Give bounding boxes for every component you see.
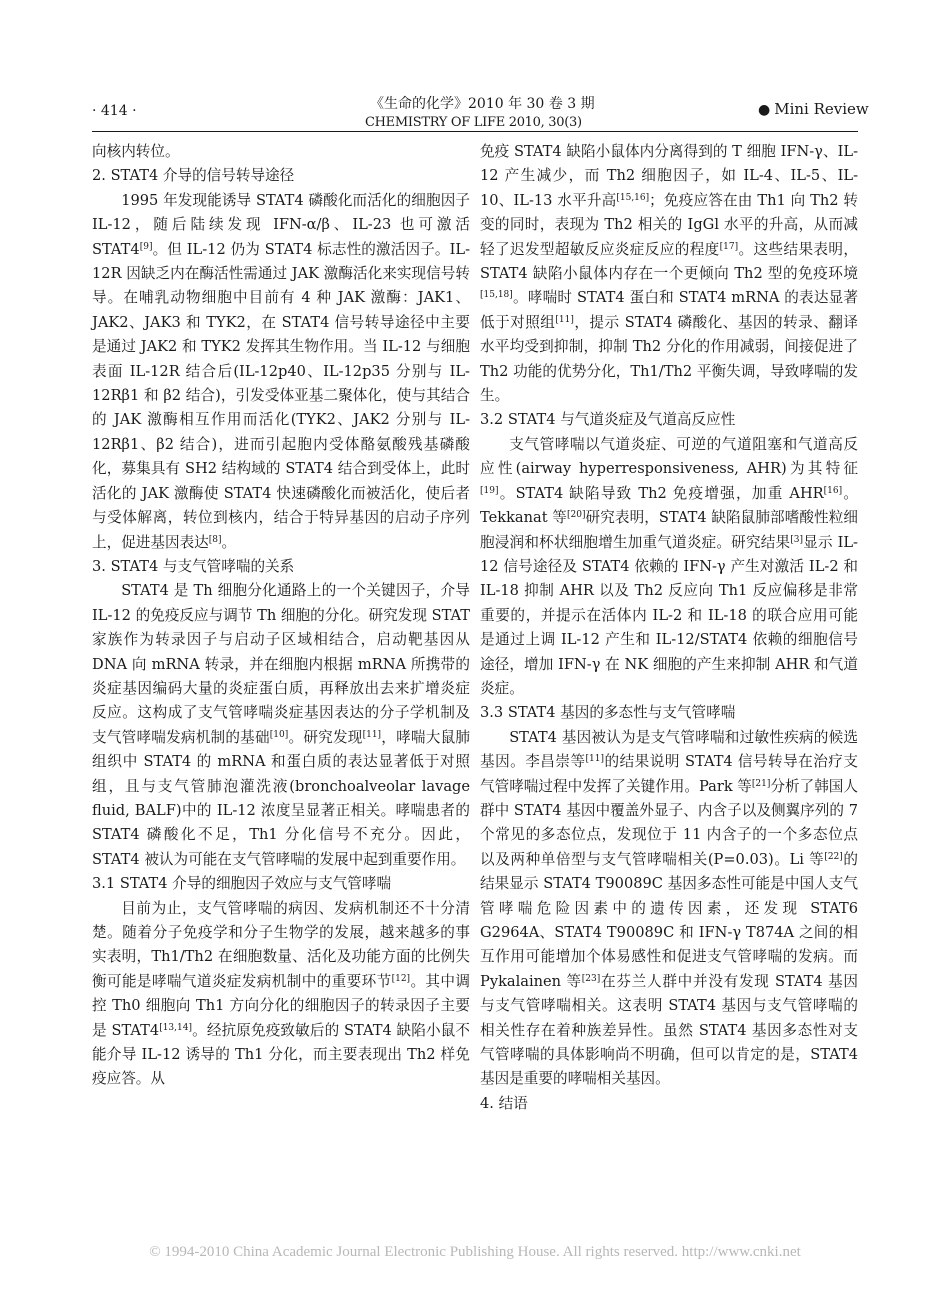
citation: [11]: [585, 754, 605, 765]
section-name: Mini Review: [774, 100, 869, 118]
paragraph-2: 1995 年发现能诱导 STAT4 磷酸化而活化的细胞因子 IL-12，随后陆续发现 IFN-α/β、IL-23 也可激活 STAT4[9]。但 IL-12 仍为 STAT4 标志性的激活因子。IL-12R 因缺乏内在酶活性需通过 JAK 激酶活化来实现信号转导。在哺乳动物细胞中目前有 4 种 JAK 激酶：JAK1、JAK2、JAK3 和 TYK2，在 STAT4 信号转导途径中主要是通过 JAK2 和 TYK2 发挥其生物作用。当 IL-12 与细胞表面 IL-12R 结合后(IL-12p40、IL-12p35 分别与 IL-12Rβ1 和 β2 结合)，引发受体亚基二聚体化，使与其结合的 JAK 激酶相互作用而活化(TYK2、JAK2 分别与 IL-12Rβ1、β2 结合)，进而引起胞内受体酪氨酸残基磷酸化，募集具有 SH2 结构域的 STAT4 结合到受体上，此时活化的 JAK 激酶使 STAT4 快速磷酸化而被活化，使后者与受体解离，转位到核内，结合于特异基因的启动子序列上，促进基因表达[8]。: [92, 191, 470, 551]
citation: [13,14]: [159, 1022, 192, 1033]
citation: [22]: [824, 851, 843, 862]
paragraph-3-1: 目前为止，支气管哮喘的病因、发病机制还不十分清楚。随着分子免疫学和分子生物学的发展，越来越多的事实表明，Th1/Th2 在细胞数量、活化及功能方面的比例失衡可能是哮喘气道炎症发病机制中的重要环节[12]。其中调控 Th0 细胞向 Th1 方向分化的细胞因子的转录因子主要是 STAT4[13,14]。经抗原免疫致敏后的 STAT4 缺陷小鼠不能介导 IL-12 诱导的 Th1 分化，而主要表现出 Th2 样免疫应答。从: [92, 899, 470, 1088]
paragraph-3: STAT4 是 Th 细胞分化通路上的一个关键因子，介导 IL-12 的免疫反应与调节 Th 细胞的分化。研究发现 STAT 家族作为转录因子与启动子区域相结合，启动靶基因从 DNA 向 mRNA 转录，并在细胞内根据 mRNA 所携带的炎症基因编码大量的炎症蛋白质，再释放出去来扩增炎症反应。这构成了支气管哮喘炎症基因表达的分子学机制及支气管哮喘发病机制的基础[10]。研究发现[11]，哮喘大鼠肺组织中 STAT4 的 mRNA 和蛋白质的表达显著低于对照组，且与支气管肺泡灌洗液(bronchoalveolar lavage fluid, BALF)中的 IL-12 浓度呈显著正相关。哮喘患者的 STAT4 磷酸化不足，Th1 分化信号不充分。因此，STAT4 被认为可能在支气管哮喘的发展中起到重要作用。: [92, 582, 470, 868]
citation: [16]: [823, 485, 843, 496]
citation: [11]: [362, 729, 382, 740]
copyright-footer: © 1994-2010 China Academic Journal Electronic Publishing House. All rights reserved. http://www.cnki.net: [149, 1244, 801, 1260]
page-number: · 414 ·: [92, 103, 137, 119]
citation: [10]: [269, 729, 289, 740]
citation: [20]: [566, 510, 586, 521]
header-rule: [92, 131, 858, 132]
citation: [12]: [391, 973, 411, 984]
heading-3-3: 3.3 STAT4 基因的多态性与支气管哮喘: [480, 704, 736, 722]
heading-3-2: 3.2 STAT4 与气道炎症及气道高反应性: [480, 411, 736, 429]
citation: [9]: [139, 241, 153, 252]
citation: [23]: [581, 973, 601, 984]
citation: [17]: [719, 241, 739, 252]
section-label: [758, 100, 869, 118]
journal-title-en: CHEMISTRY OF LIFE 2010, 30(3): [365, 115, 582, 130]
citation: [15,16]: [616, 192, 650, 203]
bullet-icon: ●: [758, 102, 771, 118]
heading-3-1: 3.1 STAT4 介导的细胞因子效应与支气管哮喘: [92, 875, 392, 893]
left-column: [92, 140, 470, 1092]
heading-3: 3. STAT4 与支气管哮喘的关系: [92, 557, 295, 575]
paragraph-continued: 向核内转位。: [92, 143, 180, 160]
citation: [3]: [790, 534, 804, 545]
heading-2: 2. STAT4 介导的信号转导途径: [92, 167, 295, 185]
paragraph-3-3: STAT4 基因被认为是支气管哮喘和过敏性疾病的候选基因。李昌崇等[11]的结果说明 STAT4 信号转导在治疗支气管哮喘过程中发挥了关键作用。Park 等[21]分析了韩国人群中 STAT4 基因中覆盖外显子、内含子以及侧翼序列的 7 个常见的多态位点，发现位于 11 内含子的一个多态位点以及两种单倍型与支气管哮喘相关(P=0.03)。Li 等[22]的结果显示 STAT4 T90089C 基因多态性可能是中国人支气管哮喘危险因素中的遗传因素，还发现 STAT6 G2964A、STAT4 T90089C 和 IFN-γ T874A 之间的相互作用可能增加个体易感性和促进支气管哮喘的发病。而 Pykalainen 等[23]在芬兰人群中并没有发现 STAT4 基因与支气管哮喘相关。这表明 STAT4 基因与支气管哮喘的相关性存在着种族差异性。虽然 STAT4 基因多态性对支气管哮喘的具体影响尚不明确，但可以肯定的是，STAT4 基因是重要的哮喘相关基因。: [480, 728, 859, 1088]
journal-title-cn: 《生命的化学》2010 年 30 卷 3 期: [370, 96, 595, 112]
paragraph-3-1-cont: 免疫 STAT4 缺陷小鼠体内分离得到的 T 细胞 IFN-γ、IL-12 产生减少，而 Th2 细胞因子，如 IL-4、IL-5、IL-10、IL-13 水平升高[15,16]；免疫应答在由 Th1 向 Th2 转变的同时，表现为 Th2 相关的 IgGl 水平的升高，从而减轻了迟发型超敏反应炎症反应的程度[17]。这些结果表明，STAT4 缺陷小鼠体内存在一个更倾向 Th2 型的免疫环境[15,18]。哮喘时 STAT4 蛋白和 STAT4 mRNA 的表达显著低于对照组[11]，提示 STAT4 磷酸化、基因的转录、翻译水平均受到抑制，抑制 Th2 分化的作用减弱，间接促进了 Th2 功能的优势分化，Th1/Th2 平衡失调，导致哮喘的发生。: [480, 143, 858, 405]
citation: [21]: [751, 778, 771, 789]
paragraph-3-2: 支气管哮喘以气道炎症、可逆的气道阻塞和气道高反应性(airway hyperresponsiveness, AHR)为其特征[19]。STAT4 缺陷导致 Th2 免疫增强，加重 AHR[16]。Tekkanat 等[20]研究表明，STAT4 缺陷鼠肺部嗜酸性粒细胞浸润和杯状细胞增生加重气道炎症。研究结果[3]显示 IL-12 信号途径及 STAT4 依赖的 IFN-γ 产生对激活 IL-2 和 IL-18 抑制 AHR 以及 Th2 反应向 Th1 反应偏移是非常重要的，并提示在活体内 IL-2 和 IL-18 的联合应用可能是通过上调 IL-12 产生和 IL-12/STAT4 依赖的细胞信号途径，增加 IFN-γ 在 NK 细胞的产生来抑制 AHR 和气道炎症。: [480, 435, 858, 697]
citation: [8]: [208, 534, 222, 545]
heading-4: 4. 结语: [480, 1094, 528, 1112]
citation: [11]: [555, 314, 574, 325]
right-column: [480, 140, 858, 1116]
citation: [19]: [480, 485, 499, 496]
citation: [15,18]: [480, 290, 513, 301]
